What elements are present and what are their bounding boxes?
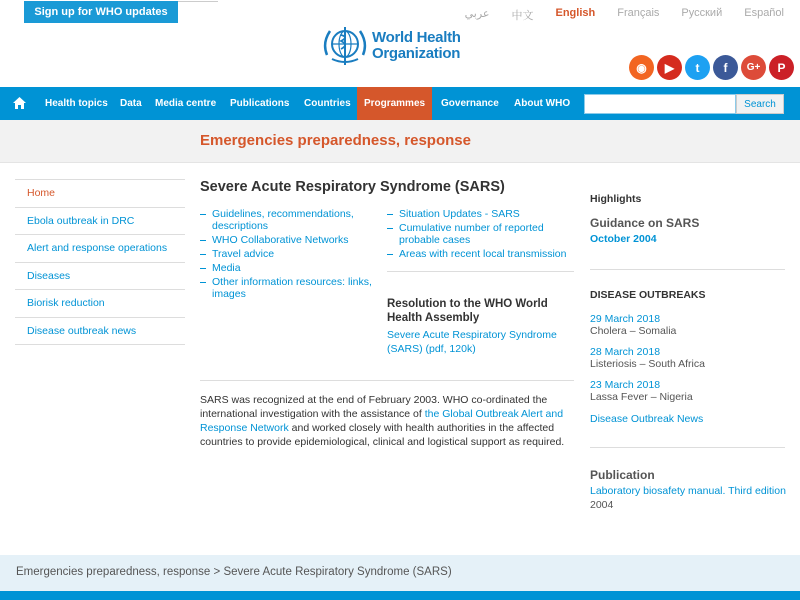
breadcrumb-separator: > (213, 566, 221, 578)
nav-governance[interactable]: Governance (441, 98, 499, 109)
youtube-icon[interactable]: ▶ (657, 55, 682, 80)
nav-data[interactable]: Data (120, 98, 142, 109)
link-situation-updates[interactable]: Situation Updates - SARS (387, 208, 577, 220)
outbreak-text: Lassa Fever – Nigeria (590, 391, 693, 403)
outbreak-date[interactable]: 28 March 2018 (590, 346, 661, 358)
link-cumulative-cases[interactable]: Cumulative number of reported probable cases (387, 222, 577, 246)
social-icons (629, 55, 794, 80)
resource-links-left (200, 208, 375, 302)
main-nav (0, 87, 800, 120)
publication-heading: Publication (590, 468, 655, 482)
googleplus-icon[interactable]: G+ (741, 55, 766, 80)
nav-health-topics[interactable]: Health topics (45, 98, 108, 109)
content-divider (387, 271, 574, 272)
logo-line-2: Organization (372, 45, 461, 62)
signup-button[interactable]: Sign up for WHO updates (24, 1, 178, 23)
link-other-resources[interactable]: Other information resources: links, images (200, 276, 375, 300)
link-local-transmission[interactable]: Areas with recent local transmission (387, 248, 577, 260)
publication-year: 2004 (590, 499, 614, 511)
nav-about-who[interactable]: About WHO (514, 98, 571, 109)
para-text-2: and worked closely with health authorities in the affected countries to provide epidemiological, clinical and logistical support as required. (200, 422, 565, 448)
search-input[interactable] (584, 94, 736, 114)
lang-spanish[interactable]: Español (744, 7, 784, 19)
search-button[interactable]: Search (736, 94, 784, 114)
link-guidelines[interactable]: Guidelines, recommendations, descriptions (200, 208, 375, 232)
sars-description (200, 393, 570, 449)
publication-link[interactable]: Laboratory biosafety manual. Third edition (590, 485, 786, 497)
right-divider (590, 269, 785, 270)
resolution-link[interactable]: Severe Acute Respiratory Syndrome (SARS) (pdf, 120k) (387, 329, 557, 355)
breadcrumb-parent[interactable]: Emergencies preparedness, response (16, 566, 211, 578)
content-divider (200, 380, 574, 381)
guidance-title[interactable]: Guidance on SARS (590, 216, 700, 230)
nav-publications[interactable]: Publications (230, 98, 290, 109)
page-title: Severe Acute Respiratory Syndrome (SARS) (200, 179, 505, 195)
footer-strip (0, 591, 800, 600)
logo-line-1: World Health (372, 29, 461, 46)
lang-english[interactable]: English (555, 7, 596, 19)
left-menu-home[interactable]: Home (15, 180, 185, 208)
left-menu-ebola[interactable]: Ebola outbreak in DRC (15, 208, 185, 236)
nav-programmes[interactable]: Programmes (357, 87, 432, 120)
nav-media-centre[interactable]: Media centre (155, 98, 217, 109)
highlights-heading: Highlights (590, 193, 642, 205)
language-selector (443, 7, 784, 23)
left-menu-diseases[interactable]: Diseases (15, 263, 185, 291)
resource-links-right (387, 208, 577, 262)
logo-text (372, 30, 461, 62)
right-divider (590, 447, 785, 448)
guidance-date[interactable]: October 2004 (590, 233, 657, 245)
left-menu-biorisk[interactable]: Biorisk reduction (15, 290, 185, 318)
twitter-icon[interactable]: t (685, 55, 710, 80)
pinterest-icon[interactable]: P (769, 55, 794, 80)
outbreak-news-link[interactable]: Disease Outbreak News (590, 413, 704, 425)
resolution-heading: Resolution to the WHO World Health Assembly (387, 298, 548, 324)
link-collaborative-networks[interactable]: WHO Collaborative Networks (200, 234, 375, 246)
breadcrumb (16, 566, 452, 578)
lang-russian[interactable]: Русский (681, 7, 723, 19)
lang-french[interactable]: Français (617, 7, 660, 19)
who-logo[interactable] (322, 25, 461, 67)
para-text-1: SARS was recognized at the end of February 2003. WHO co-ordinated the international investigation with the assistance of (200, 394, 548, 420)
section-title[interactable]: Emergencies preparedness, response (200, 132, 471, 149)
outbreak-date[interactable]: 29 March 2018 (590, 313, 661, 325)
left-menu (15, 179, 185, 345)
nav-countries[interactable]: Countries (304, 98, 351, 109)
top-divider (178, 0, 218, 2)
home-icon[interactable] (12, 96, 27, 110)
section-banner (0, 120, 800, 163)
breadcrumb-bar (0, 555, 800, 591)
left-menu-alert-response[interactable]: Alert and response operations (15, 235, 185, 263)
outbreaks-heading: DISEASE OUTBREAKS (590, 289, 706, 301)
who-emblem-icon (322, 25, 368, 67)
link-media[interactable]: Media (200, 262, 375, 274)
facebook-icon[interactable]: f (713, 55, 738, 80)
outbreak-date[interactable]: 23 March 2018 (590, 379, 661, 391)
breadcrumb-current: Severe Acute Respiratory Syndrome (SARS) (223, 566, 452, 578)
outbreak-text: Listeriosis – South Africa (590, 358, 705, 370)
outbreak-text: Cholera – Somalia (590, 325, 677, 337)
left-menu-outbreak-news[interactable]: Disease outbreak news (15, 318, 185, 346)
lang-arabic[interactable]: عربي (464, 8, 490, 20)
lang-chinese[interactable]: 中文 (511, 10, 534, 22)
goarn-link[interactable]: the Global Outbreak Alert and Response Network (200, 408, 564, 434)
link-travel-advice[interactable]: Travel advice (200, 248, 375, 260)
rss-icon[interactable]: ◉ (629, 55, 654, 80)
